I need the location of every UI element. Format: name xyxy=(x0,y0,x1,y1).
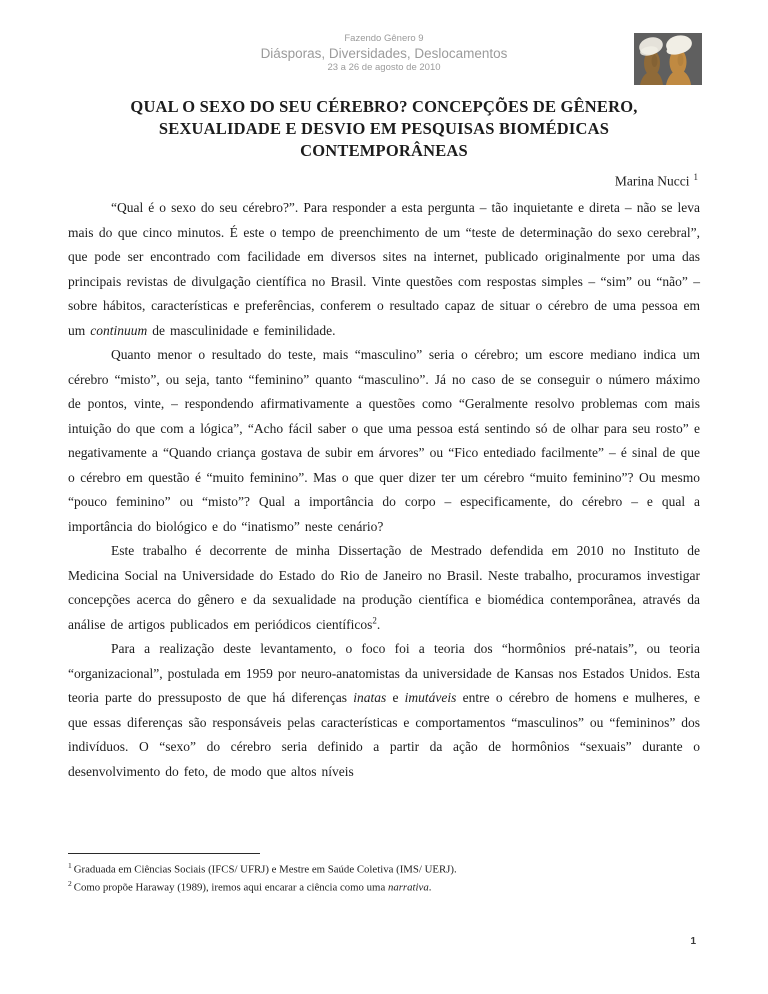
author-footnote-marker: 1 xyxy=(693,172,698,182)
paragraph-1: “Qual é o sexo do seu cérebro?”. Para responder a esta pergunta – tão inquietante e direta – não se leva mais do que cinco minutos. É este o tempo de preenchimento de um “teste de determinação do sexo cerebral”, que pode ser encontrado com facilidade em diversos sites na internet, publicado originalmente por uma das principais revistas de divulgação científica no Brasil. Vinte questões com respostas simples – “sim” ou “não” – sobre hábitos, características e preferências, conferem o resultado capaz de situar o cérebro de uma pessoa em um continuum de masculinidade e feminilidade. xyxy=(68,200,700,338)
page-number: 1 xyxy=(690,936,696,947)
paper-title-line-2: SEXUALIDADE E DESVIO EM PESQUISAS BIOMÉDICAS xyxy=(158,119,610,138)
conference-logo xyxy=(634,33,702,85)
footnote-2 xyxy=(68,877,700,895)
paper-title xyxy=(74,96,694,162)
paragraph-4: Para a realização deste levantamento, o foco foi a teoria dos “hormônios pré-natais”, ou teoria “organizacional”, postulada em 1959 por neuro-anatomistas da universidade de Kansas nos Estados Unidos. Esta teoria parte do pressuposto de que há diferenças inatas e imutáveis entre o cérebro de homens e mulheres, e que essas diferenças são responsáveis pelas características e comportamentos “masculinos” ou “femininos” dos indivíduos. O “sexo” do cérebro seria definido a partir da ação de hormônios “sexuais” durante o desenvolvimento do feto, de modo que altos níveis xyxy=(68,641,700,779)
footnote-1 xyxy=(68,859,700,877)
paper-title-line-1: QUAL O SEXO DO SEU CÉREBRO? CONCEPÇÕES DE GÊNERO, xyxy=(130,97,638,116)
footnotes-section xyxy=(68,853,700,895)
conference-name: Fazendo Gênero 9 xyxy=(344,33,424,44)
footnote-divider xyxy=(68,853,260,854)
conference-theme: Diásporas, Diversidades, Deslocamentos xyxy=(260,46,508,61)
paragraph-2: Quanto menor o resultado do teste, mais “masculino” seria o cérebro; um escore mediano indica um cérebro “misto”, ou seja, tanto “feminino” quanto “masculino”. Já no caso de se conseguir o número máximo de pontos, vinte, – respondendo afirmativamente a questões como “Geralmente resolvo problemas com mais intuição do que com a lógica”, “Acho fácil saber o que uma pessoa está sentindo só de olhar para seu rosto” e negativamente a “Quando criança gostava de subir em árvores” ou “Fico entediado facilmente” – é sinal de que o cérebro em questão é “muito feminino”. Mas o que quer dizer ter um cérebro “muito feminino”? Ou mesmo “pouco feminino” ou “misto”? Qual a importância do corpo – especificamente, do cérebro – e qual a importância do biológico e do “inatismo” neste cenário? xyxy=(68,347,700,534)
paper-body xyxy=(68,196,700,784)
paragraph-3: Este trabalho é decorrente de minha Dissertação de Mestrado defendida em 2010 no Instituto de Medicina Social na Universidade do Estado do Rio de Janeiro no Brasil. Neste trabalho, procuramos investigar concepções acerca do gênero e da sexualidade na produção científica e biomédica contemporânea, através da análise de artigos publicados em periódicos científicos$^2$. xyxy=(68,543,700,632)
footnote-1-text: Graduada em Ciências Sociais (IFCS/ UFRJ) e Mestre em Saúde Coletiva (IMS/ UERJ). xyxy=(73,863,457,876)
footnote-1-marker: 1 xyxy=(68,861,72,870)
author-name: Marina Nucci xyxy=(614,173,690,189)
conference-dates: 23 a 26 de agosto de 2010 xyxy=(327,62,441,73)
author-line xyxy=(68,172,698,190)
paper-title-line-3: CONTEMPORÂNEAS xyxy=(300,141,468,160)
footnote-2-marker: 2 xyxy=(68,879,72,889)
two-women-headwrap-logo-image xyxy=(634,33,702,85)
footnote-2-text: Como propõe Haraway (1989), iremos aqui encarar a ciência como uma narrativa. xyxy=(73,881,432,894)
